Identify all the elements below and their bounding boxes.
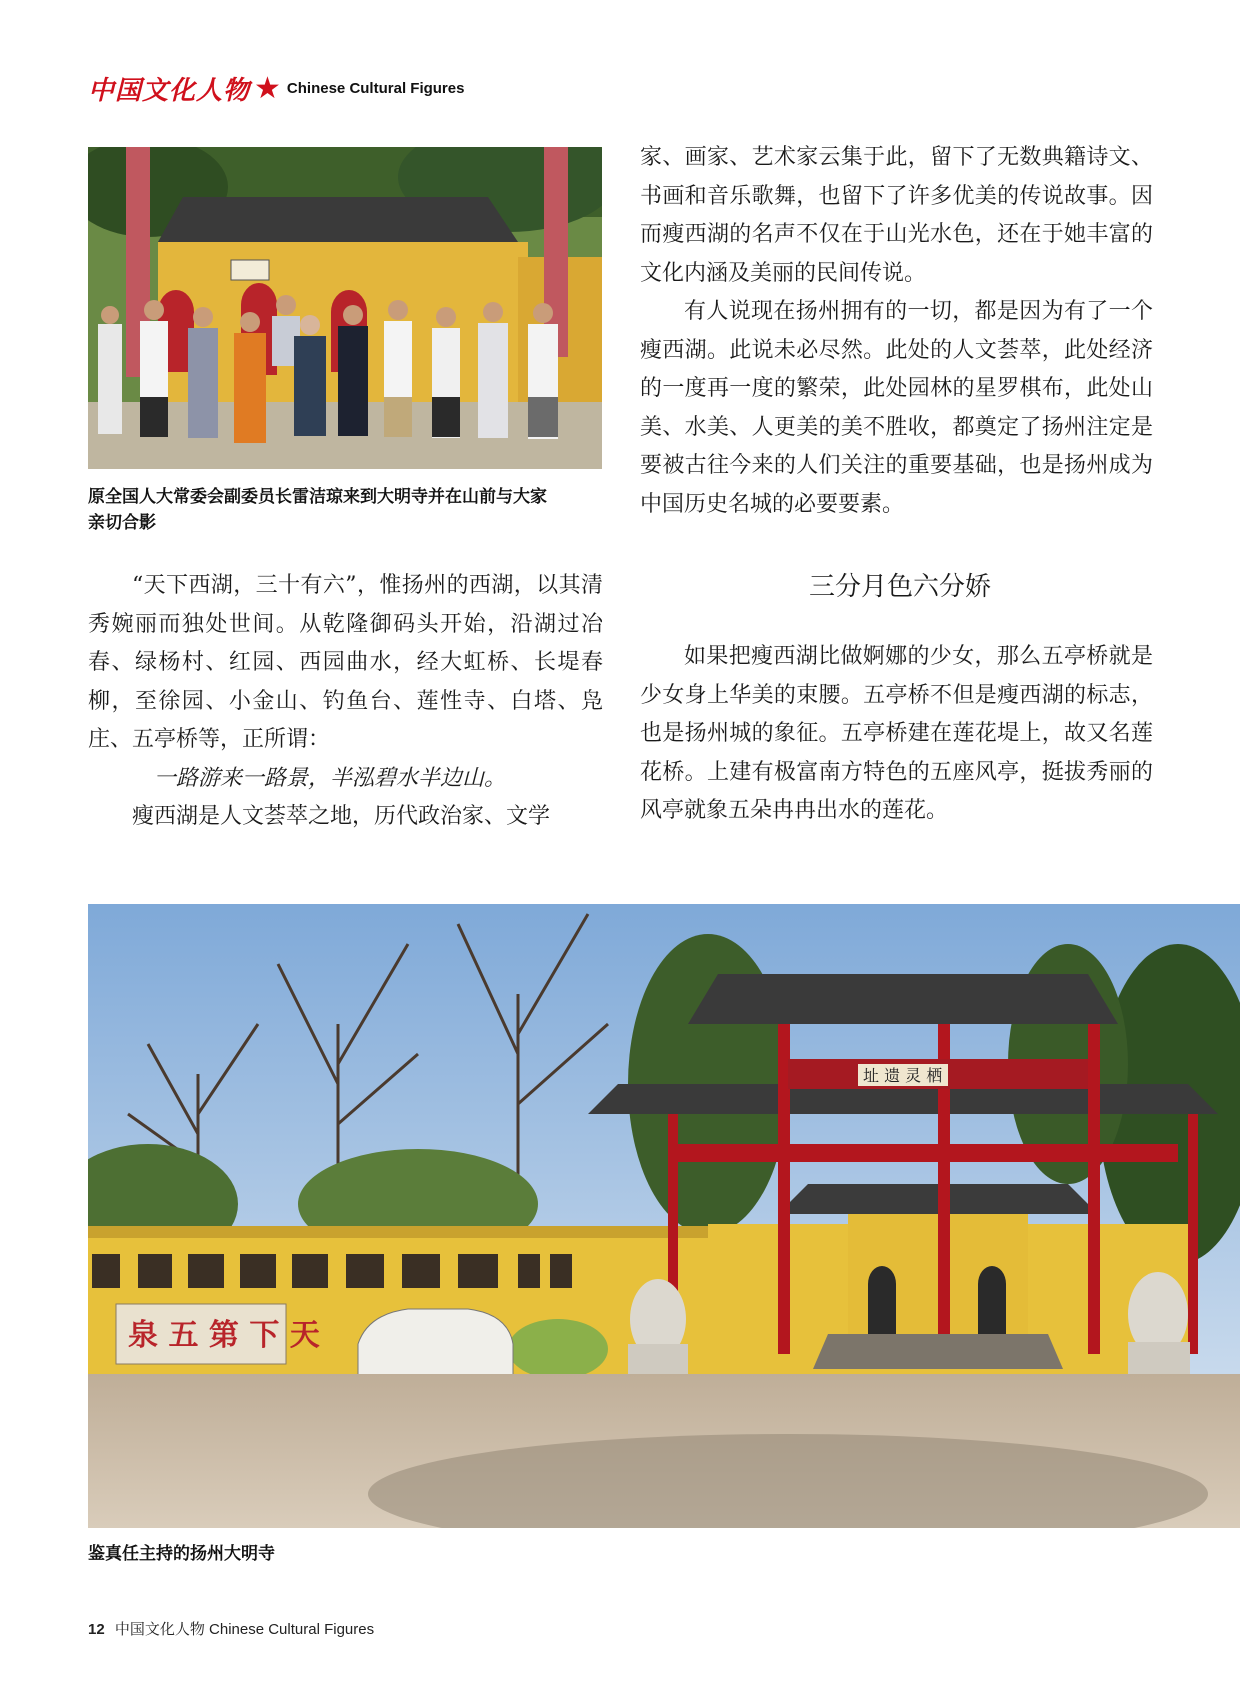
- caption-line: 亲切合影: [88, 513, 156, 533]
- right-column-top: [640, 139, 1153, 524]
- wall-inscription: 泉 五 第 下 天: [128, 1318, 320, 1353]
- brand-name-cn: 中国文化人物: [88, 76, 251, 106]
- section-heading: 三分月色六分娇: [808, 572, 991, 602]
- left-column: [88, 567, 603, 837]
- paragraph: 有人说现在扬州拥有的一切，都是因为有了一个瘦西湖。此说未必尽然。此处的人文荟萃，此处经济的一度再一度的繁荣，此处园林的星罗棋布，此处山美、水美、人更美的美不胜收，都奠定了扬州注定是要被古往今来的人们关注的重要基础，也是扬州成为中国历史名城的必要要素。: [640, 299, 1153, 517]
- red-star-icon: ★: [254, 70, 281, 106]
- publication-name: 中国文化人物 Chinese Cultural Figures: [114, 1621, 375, 1638]
- paragraph: “天下西湖，三十有六”，惟扬州的西湖，以其清秀婉丽而独处世间。从乾隆御码头开始，沿湖过冶春、绿杨村、红园、西园曲水，经大虹桥、长堤春柳，至徐园、小金山、钓鱼台、莲性寺、白塔、凫庄、五亭桥等，正所谓：: [88, 573, 603, 752]
- caption-line: 原全国人大常委会副委员长雷洁琼来到大明寺并在山前与大家: [88, 487, 547, 507]
- brand-name-en: Chinese Cultural Figures: [286, 80, 465, 97]
- group-photo: [88, 147, 602, 469]
- right-column-bottom: [640, 638, 1153, 831]
- poem-line: 一路游来一路景，半泓碧水半边山。: [154, 765, 507, 791]
- page-number: 12: [88, 1621, 105, 1638]
- paragraph: 家、画家、艺术家云集于此，留下了无数典籍诗文、书画和音乐歌舞，也留下了许多优美的传说故事。因而瘦西湖的名声不仅在于山光水色，还在于她丰富的文化内涵及美丽的民间传说。: [640, 145, 1153, 286]
- masthead: [88, 70, 464, 107]
- page-footer: [88, 1618, 374, 1639]
- paragraph: 如果把瘦西湖比做婀娜的少女，那么五亭桥就是少女身上华美的束腰。五亭桥不但是瘦西湖的标志，也是扬州城的象征。五亭桥建在莲花堤上，故又名莲花桥。上建有极富南方特色的五座风亭，挺拔秀丽的风亭就象五朵冉冉出水的莲花。: [640, 644, 1153, 823]
- arch-plaque: 址 遗 灵 栖: [863, 1066, 943, 1085]
- temple-photo-caption: 鉴真任主持的扬州大明寺: [88, 1544, 275, 1564]
- paragraph: 瘦西湖是人文荟萃之地，历代政治家、文学: [132, 804, 551, 829]
- group-photo-caption: [88, 484, 608, 536]
- daming-temple-photo: [88, 904, 1240, 1528]
